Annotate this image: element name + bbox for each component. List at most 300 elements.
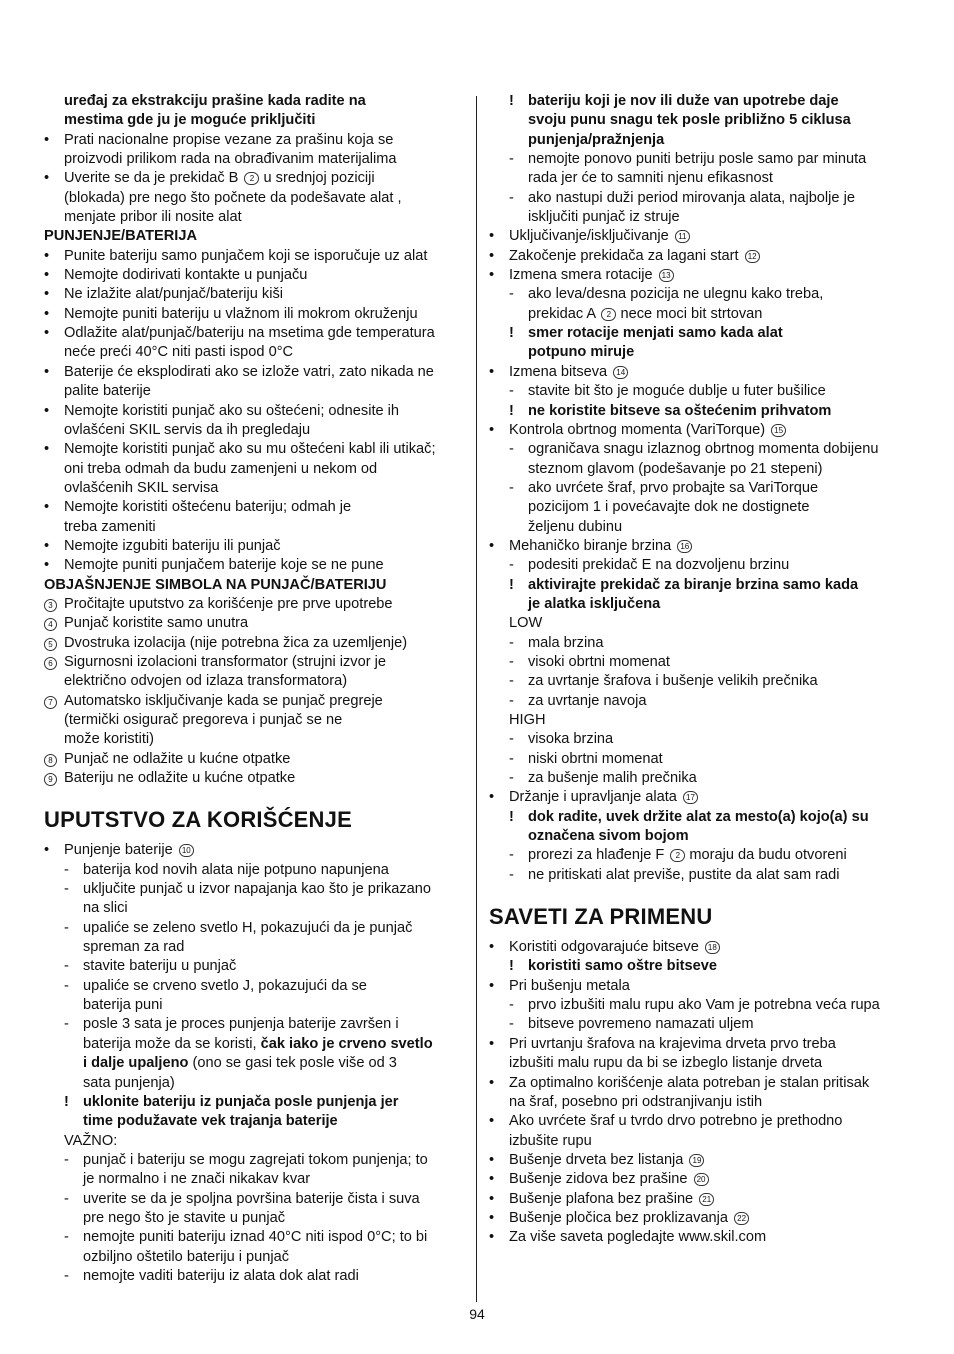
text-run: PUNJENJE/BATERIJA [44,228,197,245]
text-run: Nemojte puniti bateriju u vlažnom ili mokrom okruženju [64,305,418,322]
dash-marker: - [64,919,69,936]
bullet-marker: • [44,305,50,322]
text-run: bateriju koji je nov ili duže van upotrebe daje [528,93,839,109]
bullet-marker: • [44,363,50,380]
text-run: Automatsko isključivanje kada se punjač pregreje [64,692,383,709]
text-line [44,402,468,421]
text-line [44,305,468,324]
text-line [44,938,468,957]
text-run: označena sivom bojom [528,828,689,845]
text-line [489,769,911,788]
text-run: Izmena bitseva [509,363,612,380]
bold-text-line [489,808,911,827]
text-run: Odlažite alat/punjač/bateriju na msetima gde temperatura [64,325,435,342]
text-run: isključiti punjač iz struje [528,209,680,226]
figure-reference-icon: 17 [683,791,698,804]
bullet-marker: • [489,537,495,554]
text-run: Mehaničko biranje brzina [509,537,676,554]
text-line [44,421,468,440]
text-line [489,1132,911,1151]
text-line [44,498,468,517]
text-run: ako leva/desna pozicija ne ulegnu kako treba, [528,286,824,303]
text-line [489,518,911,537]
bold-text-line [489,324,911,343]
text-run: steznom glavom (podešavanje po 21 stepeni) [528,460,823,477]
text-line [489,208,911,227]
text-line [489,305,911,324]
symbol-number-icon: 8 [44,754,57,767]
text-run: pre nego što je stavite u punjač [83,1209,286,1226]
text-run: Uključivanje/isključivanje [509,228,673,245]
dash-marker: - [509,286,514,303]
text-run: punjač i bateriju se mogu zagrejati tokom punjenja; to [83,1151,428,1168]
text-run: željenu dubinu [528,518,623,535]
text-line [489,730,911,749]
text-line [489,382,911,401]
text-line [489,788,911,807]
right-column [489,92,911,1248]
text-run: Nemojte izgubiti bateriju ili punjač [64,537,281,554]
symbol-number-icon: 5 [44,638,57,651]
bullet-marker: • [44,537,50,554]
text-run: uključite punjač u izvor napajanja kao što je prikazano [83,881,432,898]
bold-text-line [44,111,468,130]
text-line [44,208,468,227]
bullet-marker: • [44,441,50,458]
text-run: mestima gde ju je moguće priključiti [64,112,316,129]
text-run: uverite se da je spoljna površina baterije čista i suva [83,1190,420,1207]
text-run: upaliće se zeleno svetlo H, pokazujući da je punjač [83,919,413,936]
left-column [44,92,468,1286]
text-run: Nemojte koristiti punjač ako su oštećeni; odnesite ih [64,402,400,419]
bold-text-line [489,827,911,846]
text-line [44,1132,468,1151]
text-line [489,285,911,304]
dash-marker: - [64,1267,69,1284]
text-run: Bušenje plafona bez prašine [509,1190,698,1207]
text-run: Zakočenje prekidača za lagani start [509,247,743,264]
text-run: ako nastupi duži period mirovanja alata, najbolje je [528,189,855,206]
text-line [489,1054,911,1073]
text-run: uređaj za ekstrakciju prašine kada radite na [64,93,366,109]
text-line [489,498,911,517]
text-run: Bušenje pločica bez proklizavanja [509,1209,733,1226]
text-run: (termički osigurač pregoreva i punjač se ne [64,712,343,728]
dash-marker: - [64,881,69,898]
text-run: ne koristite bitseve sa oštećenim prihvatom [528,402,832,419]
text-line [44,957,468,976]
text-line [44,672,468,691]
text-run: niski obrtni momenat [528,750,663,767]
warning-marker: ! [509,93,514,109]
text-run: Punjenje baterije [64,842,177,859]
text-run: Ako uvrćete šraf u tvrdo drvo potrebno je prethodno [509,1113,843,1130]
text-line [489,750,911,769]
text-line [489,479,911,498]
text-run: Nemojte koristiti oštećenu bateriju; odmah je [64,499,352,516]
text-run: Prati nacionalne propise vezane za prašinu koja se [64,131,394,148]
bullet-marker: • [44,842,50,859]
text-line [44,518,468,537]
text-line [44,479,468,498]
text-line [44,750,468,769]
text-line [489,556,911,575]
bullet-marker: • [489,1190,495,1207]
text-line [489,938,911,957]
text-line [489,614,911,633]
symbol-number-icon: 7 [44,696,57,709]
text-line [44,1267,468,1286]
text-run: Pročitajte uputstvo za korišćenje pre prve upotrebe [64,595,393,612]
text-line [44,899,468,918]
bullet-marker: • [489,1074,495,1091]
bold-text-line [44,1112,468,1131]
text-line [44,1228,468,1247]
text-run: VAŽNO: [64,1132,118,1149]
text-run: izbušiti malu rupu da bi se izbeglo listanje drveta [509,1055,823,1072]
figure-reference-icon: 22 [734,1212,749,1225]
text-line [489,1190,911,1209]
text-line [489,692,911,711]
dash-marker: - [509,770,514,787]
text-run: Pri bušenju metala [509,977,630,994]
bullet-marker: • [44,286,50,303]
warning-marker: ! [509,808,514,825]
bullet-marker: • [489,363,495,380]
text-line [44,653,468,672]
text-run: aktivirajte prekidač za biranje brzina samo kada [528,576,859,593]
text-run: Za više saveta pogledajte www.skil.com [509,1229,767,1246]
figure-reference-icon: 21 [699,1193,714,1206]
text-run: za bušenje malih prečnika [528,770,697,787]
bullet-marker: • [489,228,495,245]
text-line [489,440,911,459]
text-run: (blokada) pre nego što počnete da podešavate alat , [64,189,402,206]
text-line [44,343,468,362]
bullet-marker: • [489,789,495,806]
text-line [489,189,911,208]
dash-marker: - [64,1151,69,1168]
text-line [44,537,468,556]
text-line [44,692,468,711]
text-run: za uvrtanje šrafova i bušenje velikih prečnika [528,673,818,690]
text-run: nemojte puniti bateriju iznad 40°C niti ispod 0°C; to bi [83,1229,428,1246]
bullet-marker: • [489,1209,495,1226]
text-run: dok radite, uvek držite alat za mesto(a) kojo(a) su [528,808,869,825]
text-run: Dvostruka izolacija (nije potrebna žica za uzemljenje) [64,634,408,651]
page-number: 94 [469,1306,485,1322]
text-run: HIGH [509,712,546,728]
bold-phrase: i dalje upaljeno [83,1055,189,1072]
bullet-marker: • [489,1113,495,1130]
text-line [44,730,468,749]
text-run: ograničava snagu izlaznog obrtnog momenta dobijenu [528,441,879,458]
dash-marker: - [509,1016,514,1033]
text-run: Nemojte puniti punjačem baterije koje se ne pune [64,557,384,574]
figure-reference-icon: 20 [694,1173,709,1186]
bullet-marker: • [44,325,50,342]
column-divider [476,96,477,1302]
text-line [44,861,468,880]
text-run: Nemojte koristiti punjač ako su mu oštećeni kabl ili utikač; [64,441,436,458]
bold-text-line [44,576,468,595]
text-line [489,634,911,653]
bullet-marker: • [489,1035,495,1052]
dash-marker: - [509,847,514,864]
bullet-marker: • [44,267,50,284]
text-run: time podužavate vek trajanja baterije [83,1113,338,1130]
text-run: bitseve povremeno namazati uljem [528,1016,754,1033]
dash-marker: - [509,189,514,206]
dash-marker: - [509,997,514,1014]
text-run: oni treba odmah da budu zamenjeni u nekom od [64,460,378,477]
text-run: koristiti samo oštre bitseve [528,958,717,975]
text-line [489,1209,911,1228]
bullet-marker: • [489,977,495,994]
figure-reference-icon: 16 [677,540,692,553]
bullet-marker: • [489,1229,495,1246]
text-line [489,996,911,1015]
bullet-marker: • [44,170,50,187]
text-run: nemojte ponovo puniti betriju posle samo par minuta [528,151,867,168]
bullet-marker: • [489,1151,495,1168]
text-run: palite baterije [64,383,151,400]
bullet-marker: • [44,402,50,419]
text-run: Ne izlažite alat/punjač/bateriju kiši [64,286,284,303]
text-line [44,556,468,575]
dash-marker: - [64,1190,69,1207]
text-run: Punjač ne odlažite u kućne otpatke [64,750,291,767]
text-line [489,672,911,691]
text-run: svoju punu snagu tek posle približno 5 ciklusa [528,112,851,129]
text-line [489,977,911,996]
text-line [489,866,911,885]
text-line [44,460,468,479]
warning-marker: ! [509,958,514,975]
text-line [489,1015,911,1034]
figure-reference-icon: 12 [745,250,760,263]
dash-marker: - [509,692,514,709]
text-line [44,131,468,150]
text-line [489,1093,911,1112]
section-heading: UPUTSTVO ZA KORIŠĆENJE [44,807,352,833]
text-line [44,595,468,614]
dash-marker: - [509,557,514,574]
dash-marker: - [509,866,514,883]
text-line [44,880,468,899]
bold-text-line [489,92,911,111]
text-run: Uverite se da je prekidač B [64,170,243,187]
text-line [44,614,468,633]
section-heading: SAVETI ZA PRIMENU [489,904,713,930]
text-line [44,1054,468,1073]
text-run: Držanje i upravljanje alata [509,789,681,806]
dash-marker: - [509,731,514,748]
text-run: OBJAŠNJENJE SIMBOLA NA PUNJAČ/BATERIJU [44,576,387,593]
text-line [489,247,911,266]
text-line [44,1190,468,1209]
text-line [489,537,911,556]
text-run: ne pritiskati alat previše, pustite da alat sam radi [528,866,840,883]
text-line [44,1248,468,1267]
dash-marker: - [509,673,514,690]
text-run: LOW [509,615,543,632]
dash-marker: - [64,861,69,878]
dash-marker: - [509,479,514,496]
text-run: ovlašćeni SKIL servis da ih pregledaju [64,421,311,438]
text-line [489,1074,911,1093]
text-run: baterija kod novih alata nije potpuno napunjena [83,861,389,878]
text-run: smer rotacije menjati samo kada alat [528,325,783,342]
text-line [489,1228,911,1247]
text-run: upaliće se crveno svetlo J, pokazujući da se [83,977,367,994]
warning-marker: ! [509,402,514,419]
text-run: Koristiti odgovarajuće bitseve [509,939,703,956]
text-run: prekidac A [528,305,600,322]
figure-reference-icon: 2 [601,308,616,321]
text-run: menjate pribor ili nosite alat [64,209,242,226]
bullet-marker: • [489,1171,495,1188]
bullet-marker: • [44,557,50,574]
text-line [44,169,468,188]
bold-text-line [489,343,911,362]
text-run: visoki obrtni momenat [528,653,670,670]
text-run: Sigurnosni izolacioni transformator (strujni izvor je [64,653,386,670]
text-line [44,247,468,266]
text-line [44,919,468,938]
warning-marker: ! [509,325,514,342]
figure-reference-icon: 15 [771,424,786,437]
text-line [44,285,468,304]
text-run: nemojte vaditi bateriju iz alata dok alat radi [83,1267,359,1284]
text-line [489,227,911,246]
text-line [44,1015,468,1034]
figure-reference-icon: 11 [675,230,690,243]
text-run: Za optimalno korišćenje alata potreban je stalan pritisak [509,1074,870,1091]
text-line [44,1151,468,1170]
text-line [489,363,911,382]
text-run: Bušenje zidova bez prašine [509,1171,692,1188]
text-line [489,169,911,188]
text-line [44,996,468,1015]
figure-reference-icon: 19 [689,1154,704,1167]
text-run: treba zameniti [64,518,156,535]
dash-marker: - [509,653,514,670]
text-line [44,1170,468,1189]
text-run: Punjač koristite samo unutra [64,615,249,632]
text-run: Pri uvrtanju šrafova na krajevima drveta prvo treba [509,1035,836,1052]
text-run: Nemojte dodirivati kontakte u punjaču [64,267,308,284]
text-run: ovlašćenih SKIL servisa [64,479,219,496]
text-run: prorezi za hlađenje F [528,847,669,864]
text-run: stavite bateriju u punjač [83,958,237,975]
text-run: je normalno i ne znači nikakav kvar [83,1171,311,1188]
bold-text-line [489,111,911,130]
warning-marker: ! [64,1093,69,1110]
dash-marker: - [64,1229,69,1246]
text-line [489,421,911,440]
bullet-marker: • [44,499,50,516]
text-run: potpuno miruje [528,344,635,361]
dash-marker: - [509,750,514,767]
bullet-marker: • [44,247,50,264]
text-line [489,1112,911,1131]
text-run: podesiti prekidač E na dozvoljenu brzinu [528,557,790,574]
bold-text-line [489,402,911,421]
dash-marker: - [509,441,514,458]
text-line [489,266,911,285]
text-run: Kontrola obrtnog momenta (VariTorque) [509,421,770,438]
text-run: na slici [83,900,128,917]
bullet-marker: • [489,267,495,284]
symbol-number-icon: 3 [44,599,57,612]
text-run: stavite bit što je moguće dublje u futer bušilice [528,383,826,400]
text-run: na šraf, posebno pri odstranjivanju istih [509,1093,763,1110]
dash-marker: - [64,977,69,994]
text-run: (ono se gasi tek posle više od 3 [188,1055,397,1072]
text-line [44,1035,468,1054]
text-run: baterija puni [83,997,163,1014]
text-run: prvo izbušiti malu rupu ako Vam je potrebna veća rupa [528,997,880,1014]
text-run: sata punjenja) [83,1074,175,1091]
text-run: visoka brzina [528,731,614,748]
text-run: proizvodi prilikom rada na obrađivanim materijalima [64,151,397,168]
text-line [489,1170,911,1189]
text-line [44,634,468,653]
text-line [489,711,911,730]
text-run: mala brzina [528,634,604,651]
text-line [44,189,468,208]
figure-reference-icon: 13 [659,269,674,282]
bullet-marker: • [44,131,50,148]
bold-text-line [489,576,911,595]
text-line [489,1151,911,1170]
figure-reference-icon: 18 [705,941,720,954]
symbol-number-icon: 9 [44,773,57,786]
text-run: izbušite rupu [509,1132,592,1149]
dash-marker: - [509,383,514,400]
text-line [44,841,468,860]
text-run: Punite bateriju samo punjačem koji se isporučuje uz alat [64,247,428,264]
symbol-number-icon: 6 [44,657,57,670]
figure-reference-icon: 2 [244,172,259,185]
warning-marker: ! [509,576,514,593]
text-run: punjenja/pražnjenja [528,131,665,148]
text-run: uklonite bateriju iz punjača posle punjenja jer [83,1093,399,1110]
figure-reference-icon: 2 [670,849,685,862]
text-run: spreman za rad [83,939,185,956]
text-run: pozicijom 1 i povećavajte dok ne dostignete [528,499,810,516]
text-line [489,1035,911,1054]
text-line [489,460,911,479]
text-run: baterija može da se koristi, [83,1035,261,1052]
bold-text-line [44,227,468,246]
bold-text-line [489,595,911,614]
bold-phrase: čak iako je crveno svetlo [260,1035,433,1052]
text-run: posle 3 sata je proces punjenja baterije završen i [83,1016,399,1033]
text-run: Bušenje drveta bez listanja [509,1151,688,1168]
bold-text-line [44,92,468,111]
text-line [44,266,468,285]
text-run: nece moci bit strtovan [616,305,763,322]
bold-text-line [489,131,911,150]
text-run: Baterije će eksplodirati ako se izlože vatri, zato nikada ne [64,363,434,380]
text-run: Bateriju ne odlažite u kućne otpatke [64,770,296,787]
text-line [44,977,468,996]
text-line [489,846,911,865]
text-line [44,150,468,169]
text-run: ako uvrćete šraf, prvo probajte sa VariTorque [528,479,819,496]
